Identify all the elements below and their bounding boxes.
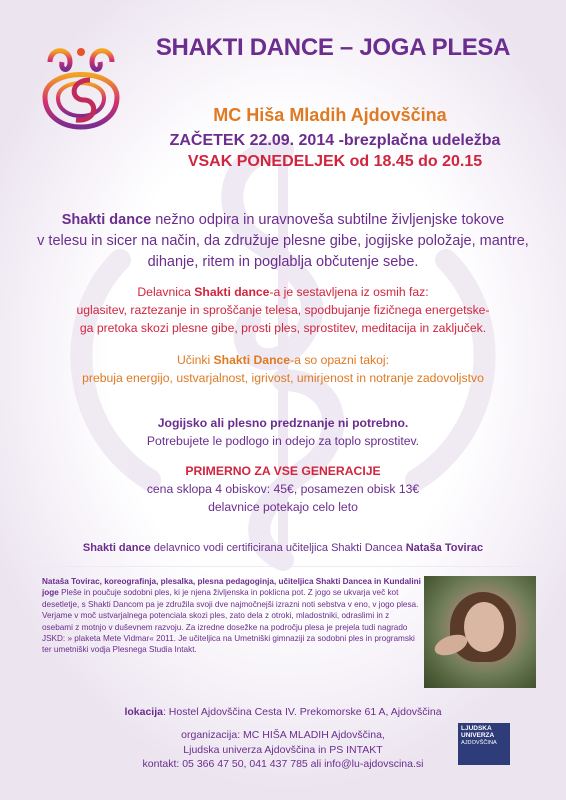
intro-line2: v telesu in sicer na način, da združuje plesne gibe, jogijske položaje, mantre, [37, 233, 529, 249]
effects-post: -a so opazni takoj: [290, 353, 390, 367]
requirements-line2: Potrebujete le podlogo in odejo za toplo sprostitev. [146, 434, 420, 448]
instructor-line [10, 542, 556, 554]
lu-line3: AJDOVŠČINA [461, 739, 497, 746]
location-text: : Hostel Ajdovščina Cesta IV. Prekomorske 61 A, Ajdovščina [162, 706, 442, 718]
bio-bold: Nataša Tovirac, koreografinja, plesalka, plesna pedagoginja, učiteljica Shakti Dancea in Kundalini joge [42, 577, 421, 598]
pricing-line2: cena sklopa 4 obiskov: 45€, posamezen obisk 13€ [146, 482, 420, 496]
workshop-brand: Shakti dance [194, 285, 270, 299]
shakti-dance-logo-icon [40, 42, 122, 160]
workshop-pre: Delavnica [137, 285, 195, 299]
organization-contact [60, 728, 506, 772]
workshop-line3: ga pretoka skozi plesne gibe, prosti ples, sprostitev, meditacija in zaključek. [79, 321, 487, 335]
location-label: lokacija [124, 706, 163, 718]
workshop-description [10, 283, 556, 337]
workshop-line2: uglasitev, raztezanje in sproščanje telesa, spodbujanje fizičnega energetske- [76, 303, 490, 317]
pricing [10, 462, 556, 516]
lu-line2: UNIVERZA [461, 732, 495, 740]
divider [10, 566, 556, 567]
pricing-line3: delavnice potekajo celo leto [208, 500, 358, 514]
instructor-bio [42, 576, 422, 656]
contact: kontakt: 05 366 47 50, 041 437 785 ali info@lu-ajdovscina.si [142, 758, 424, 770]
ljudska-univerza-logo [458, 723, 510, 765]
requirements-line1: Jogijsko ali plesno predznanje ni potrebno. [157, 416, 409, 430]
venue-name: MC Hiša Mladih Ajdovščina [213, 105, 447, 125]
start-date: ZAČETEK 22.09. 2014 -brezplačna udeležba [169, 132, 501, 149]
instructor-middle: delavnico vodi certificirana učiteljica Shakti Dancea [150, 542, 406, 554]
effects-brand: Shakti Dance [213, 353, 291, 367]
instructor-photo [424, 576, 536, 688]
location [60, 706, 506, 718]
instructor-brand: Shakti dance [82, 542, 151, 554]
intro-line1: nežno odpira in uravnoveša subtilne življenjske tokove [151, 212, 505, 228]
lu-line1: LJUDSKA [461, 725, 492, 732]
photo-face [464, 602, 504, 652]
intro-paragraph [10, 210, 556, 273]
schedule: VSAK PONEDELJEK od 18.45 do 20.15 [187, 153, 483, 170]
effects-pre: Učinki [176, 353, 214, 367]
workshop-post: -a je sestavljena iz osmih faz: [269, 285, 429, 299]
intro-line3: dihanje, ritem in poglablja občutenje sebe. [147, 254, 419, 270]
org-line2: Ljudska univerza Ajdovščina in PS INTAKT [183, 743, 383, 756]
org-line1: organizacija: MC HIŠA MLADIH Ajdovščina, [181, 729, 385, 741]
bio-text: Pleše in poučuje sodobni ples, ki je njena življenska in poklicna pot. Z jogo se ukvarja več kot desetletje, s Shakti Dancom pa je združila svoji dve najmočnejši izrazni noti sebstva v eno, v jogo plesa. Verjame v moč ustvarjalnega potenciala skozi ples, zato dela z otroki, mladostniki, odraslimi in z osebami z motnjo v duševnem razvoju. Za izredne dosežke na področju plesa je prejela tudi nagrado JSKD: » plaketa Mete Vidmar« 2011. Je učiteljica na Umetniški gimnaziji za sodobni ples in programski ter umetniški vodja Plesnega Studia Intakt. [42, 588, 419, 655]
page-title: SHAKTI DANCE – JOGA PLESA [155, 34, 511, 61]
effects-line2: prebuja energijo, ustvarjalnost, igrivost, umirjenost in notranje zadovoljstvo [82, 371, 484, 385]
instructor-name: Nataša Tovirac [405, 542, 484, 554]
pricing-heading: PRIMERNO ZA VSE GENERACIJE [185, 464, 381, 478]
effects-description [10, 351, 556, 387]
requirements [10, 414, 556, 450]
intro-lead: Shakti dance [61, 212, 152, 228]
